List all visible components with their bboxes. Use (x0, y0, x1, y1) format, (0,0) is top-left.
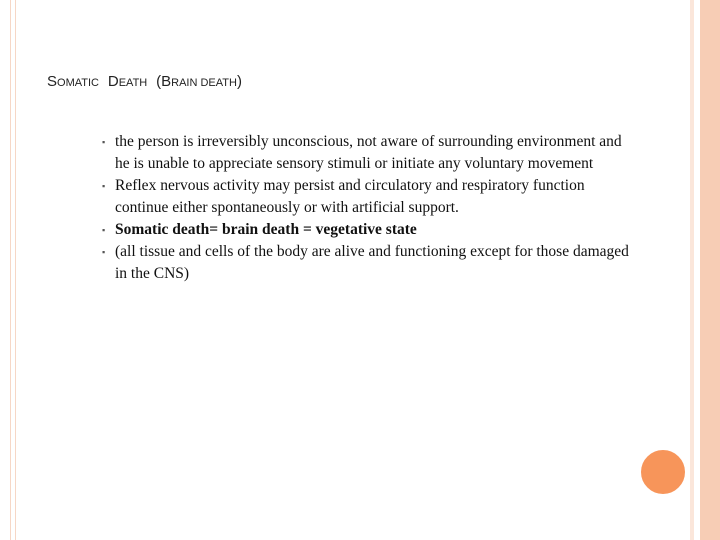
right-stripe-mid (700, 0, 720, 540)
slide-title (47, 64, 242, 94)
decorative-circle (640, 449, 686, 495)
bullet-item (102, 175, 635, 219)
title-cap: S (47, 73, 58, 90)
bullet-marker-icon: ▪ (102, 225, 106, 235)
bullet-marker-icon: ▪ (102, 247, 106, 257)
title-paren: ( (156, 73, 162, 90)
title-cap: D (107, 73, 119, 90)
title-paren: ) (236, 73, 242, 90)
title-rest: RAIN DEATH (171, 77, 237, 89)
bullet-list (102, 131, 635, 285)
bullet-text: Somatic death= brain death = vegetative state (115, 221, 417, 238)
bullet-item (102, 219, 635, 241)
bullet-marker-icon: ▪ (102, 181, 106, 191)
bullet-text: (all tissue and cells of the body are alive and functioning except for those damaged in the CNS) (115, 243, 629, 282)
bullet-text: the person is irreversibly unconscious, not aware of surrounding environment and he is unable to appreciate sensory stimuli or initiate any voluntary movement (115, 133, 622, 172)
left-accent-line (10, 0, 11, 540)
title-rest: OMATIC (57, 77, 99, 89)
right-stripe-light (690, 0, 694, 540)
bullet-item (102, 241, 635, 285)
bullet-item (102, 131, 635, 175)
bullet-marker-icon: ▪ (102, 137, 106, 147)
title-cap: B (161, 73, 172, 90)
left-accent-line (15, 0, 16, 540)
bullet-text: Reflex nervous activity may persist and circulatory and respiratory function continue either spontaneously or with artificial support. (115, 177, 585, 216)
title-rest: EATH (118, 77, 148, 89)
